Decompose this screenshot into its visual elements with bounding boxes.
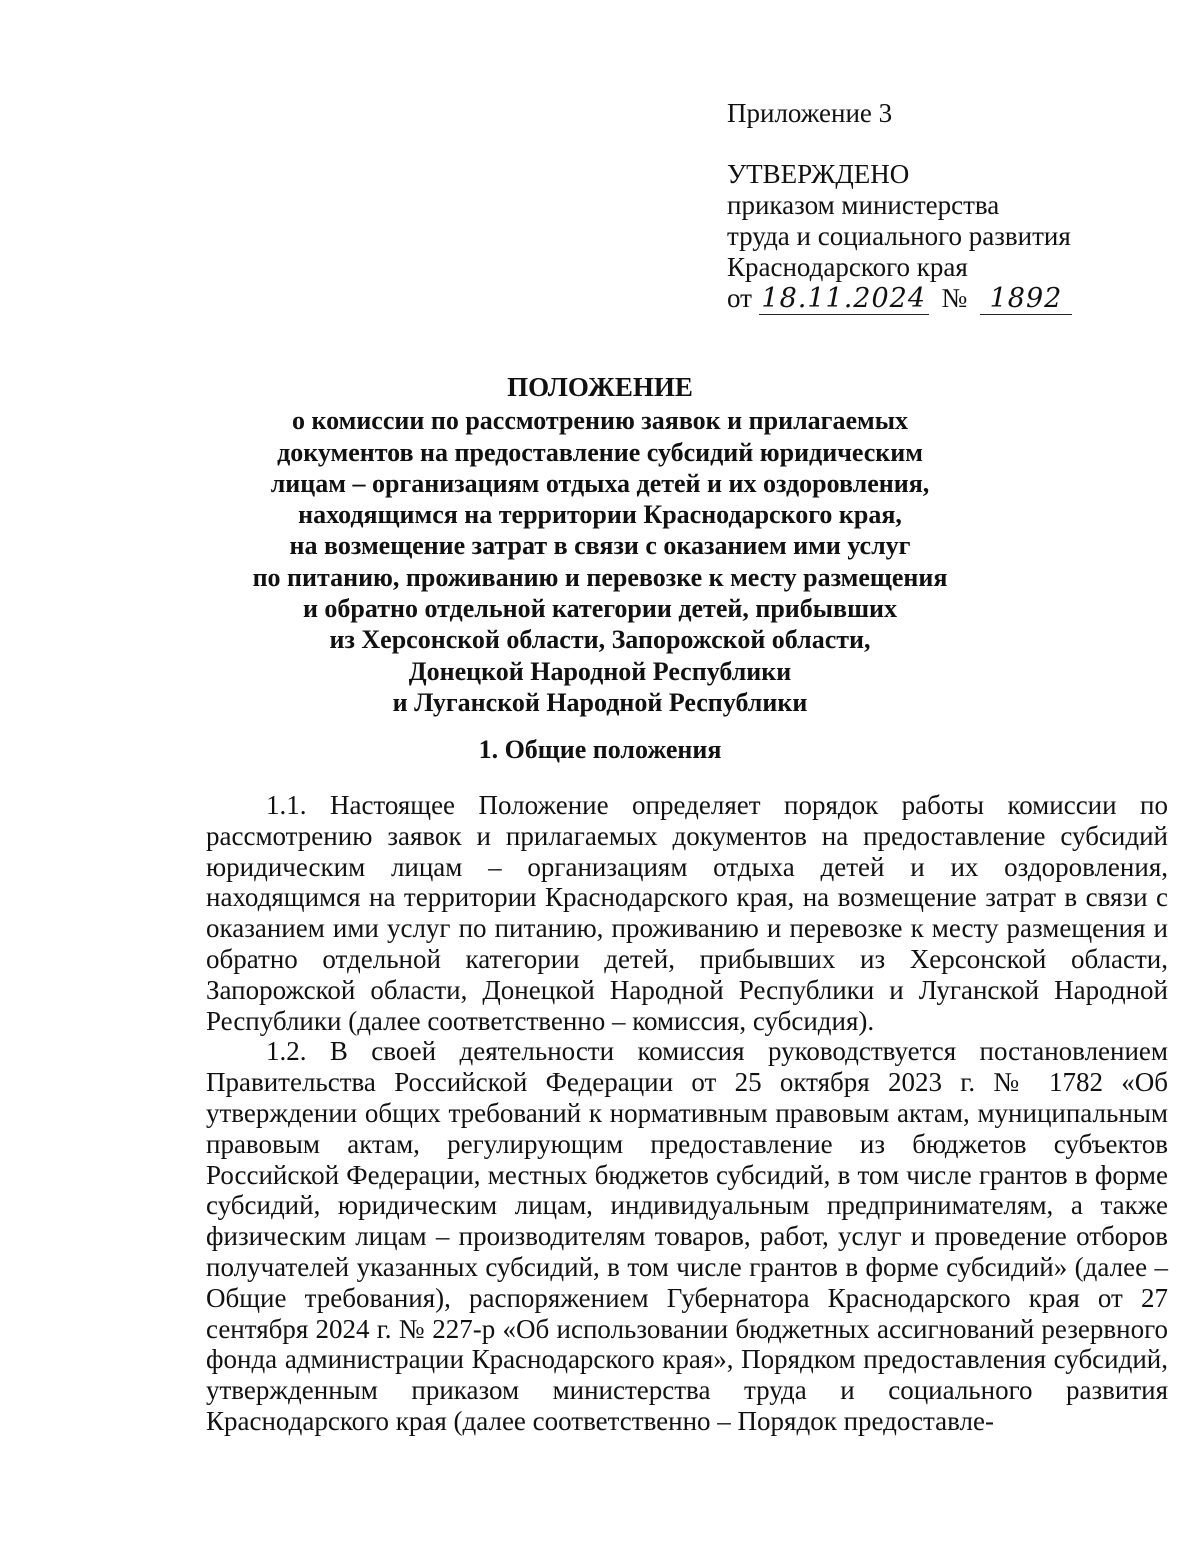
document-title-block [160,372,1040,718]
approval-block [727,98,1147,315]
order-number: 1892 [980,284,1072,315]
document-title: ПОЛОЖЕНИЕ [507,372,693,402]
title-line: Донецкой Народной Республики [408,656,792,686]
order-date: 18.11.2024 [759,284,929,315]
title-line: на возмещение затрат в связи с оказанием ими услуг [289,531,911,561]
title-line: по питанию, проживанию и перевозке к месту размещения [252,562,948,592]
section-heading: 1. Общие положения [478,735,722,764]
title-line: лицам – организациям отдыха детей и их оздоровления, [270,468,930,498]
date-prefix: от [727,283,752,313]
approval-line: Краснодарского края [727,252,968,282]
appendix-label: Приложение 3 [727,98,893,128]
approved-stamp: УТВЕРЖДЕНО [727,159,910,189]
approval-line: труда и социального развития [727,221,1071,251]
title-line: и обратно отдельной категории детей, прибывших [302,594,898,624]
title-line: из Херсонской области, Запорожской области, [329,625,871,655]
title-line: и Луганской Народной Республики [392,687,808,717]
approval-line: приказом министерства [727,190,1000,220]
title-line: документов на предоставление субсидий юридическим [277,437,923,467]
paragraph-1-2: 1.2. В своей деятельности комиссия руководствуется постановлением Правительства Российской Федерации от 25 октября 2023 г. № 1782 «Об утверждении общих требований к нормативным правовым актам, муниципальным правовым актам, регулирующим предоставление из бюджетов субъектов Российской Федерации, местных бюджетов субсидий, в том числе грантов в форме субсидий, юридическим лицам, индивидуальным предпринимателям, а также физическим лицам – производителям товаров, работ, услуг и проведение отборов получателей указанных субсидий, в том числе грантов в форме субсидий» (далее – Общие требования), распоряжением Губернатора Краснодарского края от 27 сентября 2024 г. № 227-р «Об использовании бюджетных ассигнований резервного фонда администрации Краснодарского края», Порядком предоставления субсидий, утвержденным приказом министерства труда и социального развития Краснодарского края (далее соответственно – Порядок предоставле- [206,1036,1168,1436]
title-line: о комиссии по рассмотрению заявок и прилагаемых [291,406,909,436]
paragraph-1-1: 1.1. Настоящее Положение определяет порядок работы комиссии по рассмотрению заявок и прилагаемых документов на предоставление субсидий юридическим лицам – организациям отдыха детей и их оздоровления, находящимся на территории Краснодарского края, на возмещение затрат в связи с оказанием ими услуг по питанию, проживанию и перевозке к месту размещения и обратно отдельной категории детей, прибывших из Херсонской области, Запорожской области, Донецкой Народной Республики и Луганской Народной Республики (далее соответственно – комиссия, субсидия). [206,790,1168,1036]
body-text [206,790,1168,1437]
order-date-line [727,283,1147,315]
number-sign: № [941,283,968,313]
title-line: находящимся на территории Краснодарского края, [298,500,902,530]
